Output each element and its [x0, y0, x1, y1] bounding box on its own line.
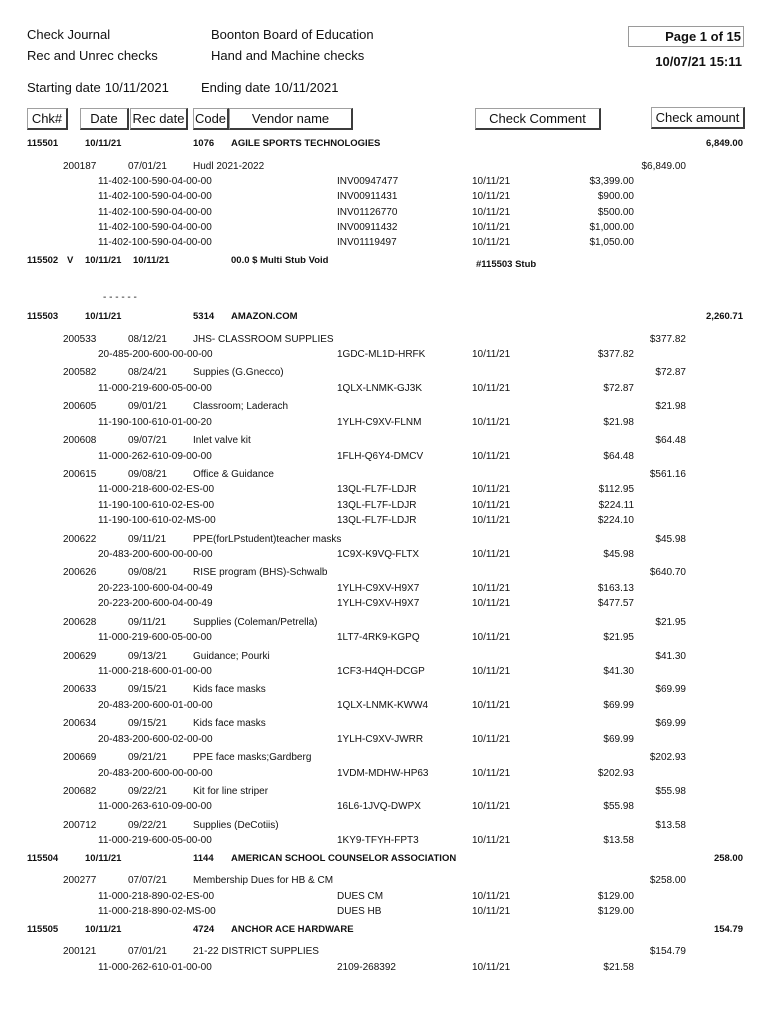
line-amount: $129.00: [597, 890, 634, 902]
check-amount: 154.79: [713, 924, 743, 935]
document-description: Classroom; Laderach: [193, 401, 289, 413]
line-amount: $129.00: [597, 906, 634, 918]
line-date: 10/11/21: [472, 906, 511, 918]
invoice-number: 1YLH-C9XV-H9X7: [337, 598, 420, 610]
account-line: [0, 664, 770, 679]
check-row: [0, 136, 770, 151]
document-number: 200712: [63, 819, 97, 831]
document-total: $6,849.00: [641, 160, 686, 172]
line-date: 10/11/21: [472, 582, 511, 594]
check-row: [0, 309, 770, 324]
document-description: Supplies (Coleman/Petrella): [193, 616, 318, 628]
document-date: 09/08/21: [128, 469, 167, 481]
line-amount: $69.99: [603, 733, 634, 745]
report-title: Check Journal: [27, 27, 111, 42]
account-line: [0, 766, 770, 781]
invoice-number: 13QL-FL7F-LDJR: [337, 499, 417, 511]
line-date: 10/11/21: [472, 801, 511, 813]
account-number: 11-000-218-890-02-MS-00: [98, 906, 216, 918]
document-description: RISE program (BHS)-Schwalb: [193, 567, 328, 579]
line-amount: $112.95: [598, 484, 634, 496]
document-description: Kit for line striper: [193, 786, 269, 798]
invoice-number: 1GDC-ML1D-HRFK: [337, 348, 426, 360]
account-line: [0, 698, 770, 713]
document-total: $377.82: [649, 333, 686, 345]
page-indicator: Page 1 of 15: [628, 26, 744, 47]
starting-date-label: Starting date: [27, 80, 101, 95]
account-line: [0, 833, 770, 848]
account-line: [0, 205, 770, 220]
void-flag: V: [67, 255, 74, 267]
line-date: 10/11/21: [472, 665, 511, 677]
account-line: [0, 513, 770, 528]
document-total: $21.95: [655, 616, 686, 628]
document-number: 200608: [63, 435, 97, 447]
line-amount: $45.98: [603, 548, 634, 560]
column-header-code: Code: [193, 108, 229, 130]
document-number: 200669: [63, 752, 97, 764]
check-amount: 6,849.00: [706, 138, 743, 150]
line-date: 10/11/21: [472, 175, 511, 187]
line-amount: $377.82: [597, 348, 634, 360]
invoice-number: 1VDM-MDHW-HP63: [337, 767, 429, 779]
document-description: Hudl 2021-2022: [193, 160, 265, 172]
document-date: 09/22/21: [128, 786, 167, 798]
line-date: 10/11/21: [472, 237, 511, 249]
document-row: [0, 873, 770, 888]
line-amount: $900.00: [597, 191, 634, 203]
document-date: 09/11/21: [128, 533, 167, 545]
invoice-number: 1CF3-H4QH-DCGP: [337, 665, 425, 677]
line-date: 10/11/21: [472, 484, 511, 496]
document-row: [0, 532, 770, 547]
line-amount: $21.95: [603, 632, 634, 644]
account-line: [0, 449, 770, 464]
invoice-number: 1QLX-LNMK-GJ3K: [337, 382, 423, 394]
document-number: 200626: [63, 567, 97, 579]
invoice-number: 1C9X-K9VQ-FLTX: [337, 548, 420, 560]
document-row: [0, 565, 770, 580]
document-row: [0, 716, 770, 731]
line-amount: $21.98: [603, 416, 634, 428]
ending-date: [201, 80, 339, 96]
account-number: 11-402-100-590-04-00-00: [98, 222, 212, 234]
check-number: 115503: [27, 311, 59, 323]
line-amount: $1,000.00: [589, 222, 634, 234]
document-description: Office & Guidance: [193, 469, 274, 481]
check-row: [0, 851, 770, 866]
document-row: [0, 818, 770, 833]
line-date: 10/11/21: [472, 382, 511, 394]
account-line: [0, 174, 770, 189]
line-amount: $21.58: [603, 961, 634, 973]
account-number: 20-483-200-600-02-00-00: [98, 733, 213, 745]
account-number: 11-000-219-600-05-00-00: [98, 632, 212, 644]
check-date: 10/11/21: [85, 255, 122, 267]
document-number: 200605: [63, 401, 97, 413]
line-amount: $69.99: [603, 699, 634, 711]
account-line: [0, 630, 770, 645]
invoice-number: 1YLH-C9XV-H9X7: [337, 582, 420, 594]
document-total: $154.79: [649, 946, 686, 958]
document-date: 08/24/21: [128, 367, 167, 379]
line-amount: $55.98: [603, 801, 634, 813]
document-row: [0, 649, 770, 664]
document-total: $69.99: [655, 718, 686, 730]
stub-separator: - - - - - -: [103, 291, 137, 303]
invoice-number: INV01126770: [337, 206, 398, 218]
ending-date-label: Ending date: [201, 80, 271, 95]
document-date: 07/07/21: [128, 875, 167, 887]
invoice-number: INV00911432: [337, 222, 398, 234]
vendor-name: AMERICAN SCHOOL COUNSELOR ASSOCIATION: [231, 853, 457, 865]
line-amount: $224.11: [598, 499, 634, 511]
account-line: [0, 482, 770, 497]
invoice-number: 1QLX-LNMK-KWW4: [337, 699, 429, 711]
line-amount: $13.58: [603, 835, 634, 847]
line-amount: $477.57: [597, 598, 634, 610]
document-number: 200187: [63, 160, 97, 172]
invoice-number: 13QL-FL7F-LDJR: [337, 484, 417, 496]
line-amount: $1,050.00: [589, 237, 634, 249]
check-number: 115502: [27, 255, 59, 267]
check-number: 115504: [27, 853, 59, 865]
account-number: 20-485-200-600-00-00-00: [98, 348, 213, 360]
vendor-code: 5314: [193, 311, 215, 323]
check-date: 10/11/21: [85, 138, 122, 150]
account-number: 11-402-100-590-04-00-00: [98, 237, 212, 249]
line-date: 10/11/21: [472, 499, 511, 511]
document-total: $21.98: [655, 401, 686, 413]
document-description: Inlet valve kit: [193, 435, 251, 447]
document-description: PPE(forLPstudent)teacher masks: [193, 533, 342, 545]
starting-date: [27, 80, 169, 96]
account-line: [0, 799, 770, 814]
line-amount: $72.87: [603, 382, 634, 394]
document-row: [0, 750, 770, 765]
line-date: 10/11/21: [472, 733, 511, 745]
document-number: 200582: [63, 367, 97, 379]
line-date: 10/11/21: [472, 515, 511, 527]
account-number: 20-223-100-600-04-00-49: [98, 582, 213, 594]
check-row: [0, 922, 770, 937]
check-number: 115505: [27, 924, 59, 935]
check-types-label: Hand and Machine checks: [211, 48, 365, 63]
line-amount: $3,399.00: [589, 175, 634, 187]
document-description: 21-22 DISTRICT SUPPLIES: [193, 946, 319, 958]
column-header-date: Date: [80, 108, 129, 130]
account-line: [0, 381, 770, 396]
document-description: Guidance; Pourki: [193, 650, 270, 662]
document-total: $13.58: [655, 819, 686, 831]
invoice-number: 1YLH-C9XV-FLNM: [337, 416, 422, 428]
account-number: 20-483-200-600-01-00-00: [98, 699, 213, 711]
account-number: 11-000-262-610-09-00-00: [98, 450, 212, 462]
document-total: $202.93: [649, 752, 686, 764]
account-number: 11-000-218-600-02-ES-00: [98, 484, 215, 496]
document-total: $64.48: [655, 435, 686, 447]
account-number: 11-000-218-890-02-ES-00: [98, 890, 215, 902]
document-row: [0, 944, 770, 959]
line-date: 10/11/21: [472, 961, 511, 973]
document-number: 200622: [63, 533, 97, 545]
document-row: [0, 467, 770, 482]
document-date: 07/01/21: [128, 160, 167, 172]
check-row: [0, 253, 770, 271]
invoice-number: 1KY9-TFYH-FPT3: [337, 835, 419, 847]
column-header-check-amount: Check amount: [651, 107, 745, 129]
account-number: 20-223-200-600-04-00-49: [98, 598, 213, 610]
document-date: 08/12/21: [128, 333, 167, 345]
check-date: 10/11/21: [85, 311, 122, 323]
vendor-name: AMAZON.COM: [231, 311, 298, 323]
invoice-number: 1YLH-C9XV-JWRR: [337, 733, 424, 745]
line-date: 10/11/21: [472, 767, 511, 779]
document-description: Supplies (DeCotiis): [193, 819, 279, 831]
account-number: 11-402-100-590-04-00-00: [98, 175, 212, 187]
vendor-name: ANCHOR ACE HARDWARE: [231, 924, 354, 935]
invoice-number: INV01119497: [337, 237, 397, 249]
document-date: 09/13/21: [128, 650, 167, 662]
invoice-number: DUES CM: [337, 890, 384, 902]
account-line: [0, 547, 770, 562]
invoice-number: 2109-268392: [337, 961, 396, 973]
document-number: 200634: [63, 718, 97, 730]
document-row: [0, 682, 770, 697]
document-total: $69.99: [655, 684, 686, 696]
line-amount: $64.48: [603, 450, 634, 462]
line-date: 10/11/21: [472, 598, 511, 610]
document-date: 09/07/21: [128, 435, 167, 447]
invoice-number: INV00911431: [337, 191, 398, 203]
invoice-number: DUES HB: [337, 906, 382, 918]
report-subtitle: Rec and Unrec checks: [27, 48, 158, 63]
document-row: [0, 399, 770, 414]
invoice-number: 1LT7-4RK9-KGPQ: [337, 632, 420, 644]
account-line: [0, 904, 770, 919]
account-number: 11-402-100-590-04-00-00: [98, 206, 212, 218]
invoice-number: 1FLH-Q6Y4-DMCV: [337, 450, 424, 462]
account-line: [0, 347, 770, 362]
document-date: 09/01/21: [128, 401, 167, 413]
document-description: Kids face masks: [193, 684, 266, 696]
line-date: 10/11/21: [472, 450, 511, 462]
account-line: [0, 235, 770, 250]
account-number: 11-000-262-610-01-00-00: [98, 961, 212, 973]
invoice-number: 16L6-1JVQ-DWPX: [337, 801, 421, 813]
account-number: 20-483-200-600-00-00-00: [98, 767, 213, 779]
line-amount: $41.30: [603, 665, 634, 677]
check-rec-date: 10/11/21: [133, 255, 170, 267]
document-date: 09/22/21: [128, 819, 167, 831]
document-date: 09/21/21: [128, 752, 167, 764]
document-date: 09/11/21: [128, 616, 167, 628]
account-line: [0, 889, 770, 904]
document-number: 200629: [63, 650, 97, 662]
vendor-name: AGILE SPORTS TECHNOLOGIES: [231, 138, 381, 150]
account-line: [0, 960, 770, 975]
stub-separator-row: [0, 290, 770, 305]
document-date: 09/08/21: [128, 567, 167, 579]
check-date: 10/11/21: [85, 924, 122, 935]
account-line: [0, 581, 770, 596]
account-line: [0, 220, 770, 235]
account-number: 11-000-263-610-09-00-00: [98, 801, 212, 813]
invoice-number: 13QL-FL7F-LDJR: [337, 515, 417, 527]
account-number: 11-000-219-600-05-00-00: [98, 382, 212, 394]
document-total: $45.98: [655, 533, 686, 545]
column-header-check-comment: Check Comment: [475, 108, 601, 130]
line-amount: $202.93: [597, 767, 634, 779]
line-date: 10/11/21: [472, 632, 511, 644]
run-datetime: 10/07/21 15:11: [655, 54, 742, 69]
column-header-rec-date: Rec date: [130, 108, 188, 130]
organization-name: Boonton Board of Education: [211, 27, 374, 42]
vendor-code: 1144: [193, 853, 214, 865]
document-row: [0, 433, 770, 448]
document-description: PPE face masks;Gardberg: [193, 752, 312, 764]
account-number: 11-190-100-610-02-MS-00: [98, 515, 216, 527]
account-number: 11-190-100-610-01-00-20: [98, 416, 212, 428]
document-number: 200121: [63, 946, 97, 958]
document-number: 200628: [63, 616, 97, 628]
account-number: 11-000-219-600-05-00-00: [98, 835, 212, 847]
check-number: 115501: [27, 138, 59, 150]
check-comment: #115503 Stub: [476, 259, 537, 271]
document-description: Kids face masks: [193, 718, 266, 730]
document-date: 09/15/21: [128, 718, 167, 730]
document-date: 09/15/21: [128, 684, 167, 696]
document-row: [0, 784, 770, 799]
check-journal-body: [0, 136, 770, 975]
line-date: 10/11/21: [472, 206, 511, 218]
line-date: 10/11/21: [472, 222, 511, 234]
vendor-code: 1076: [193, 138, 215, 150]
document-total: $55.98: [655, 786, 686, 798]
line-date: 10/11/21: [472, 191, 511, 203]
ending-date-value: 10/11/2021: [274, 80, 339, 95]
invoice-number: INV00947477: [337, 175, 399, 187]
document-row: [0, 615, 770, 630]
check-amount: 258.00: [713, 853, 743, 865]
document-total: $72.87: [655, 367, 686, 379]
document-description: Suppies (G.Gnecco): [193, 367, 284, 379]
document-number: 200682: [63, 786, 97, 798]
account-number: 11-190-100-610-02-ES-00: [98, 499, 215, 511]
document-description: Membership Dues for HB & CM: [193, 875, 334, 887]
account-line: [0, 415, 770, 430]
document-number: 200615: [63, 469, 97, 481]
column-header-vendor-name: Vendor name: [229, 108, 353, 130]
document-date: 07/01/21: [128, 946, 167, 958]
document-number: 200633: [63, 684, 97, 696]
line-date: 10/11/21: [472, 890, 511, 902]
document-number: 200277: [63, 875, 97, 887]
starting-date-value: 10/11/2021: [104, 80, 169, 95]
document-total: $640.70: [649, 567, 686, 579]
account-line: [0, 732, 770, 747]
account-number: 20-483-200-600-00-00-00: [98, 548, 213, 560]
line-amount: $500.00: [597, 206, 634, 218]
document-description: JHS- CLASSROOM SUPPLIES: [193, 333, 334, 345]
account-number: 11-402-100-590-04-00-00: [98, 191, 212, 203]
line-date: 10/11/21: [472, 548, 511, 560]
vendor-code: 4724: [193, 924, 215, 935]
document-row: [0, 332, 770, 347]
column-header-chk: Chk#: [27, 108, 68, 130]
document-total: $258.00: [649, 875, 686, 887]
line-amount: $224.10: [597, 515, 634, 527]
vendor-name: 00.0 $ Multi Stub Void: [231, 255, 329, 267]
document-row: [0, 365, 770, 380]
document-row: [0, 159, 770, 174]
account-line: [0, 189, 770, 204]
check-date: 10/11/21: [85, 853, 122, 865]
account-line: [0, 498, 770, 513]
account-number: 11-000-218-600-01-00-00: [98, 665, 212, 677]
document-total: $561.16: [649, 469, 686, 481]
document-number: 200533: [63, 333, 97, 345]
account-line: [0, 596, 770, 611]
line-date: 10/11/21: [472, 348, 511, 360]
document-total: $41.30: [655, 650, 686, 662]
line-amount: $163.13: [597, 582, 634, 594]
line-date: 10/11/21: [472, 699, 511, 711]
line-date: 10/11/21: [472, 416, 511, 428]
line-date: 10/11/21: [472, 835, 511, 847]
check-amount: 2,260.71: [706, 311, 743, 323]
